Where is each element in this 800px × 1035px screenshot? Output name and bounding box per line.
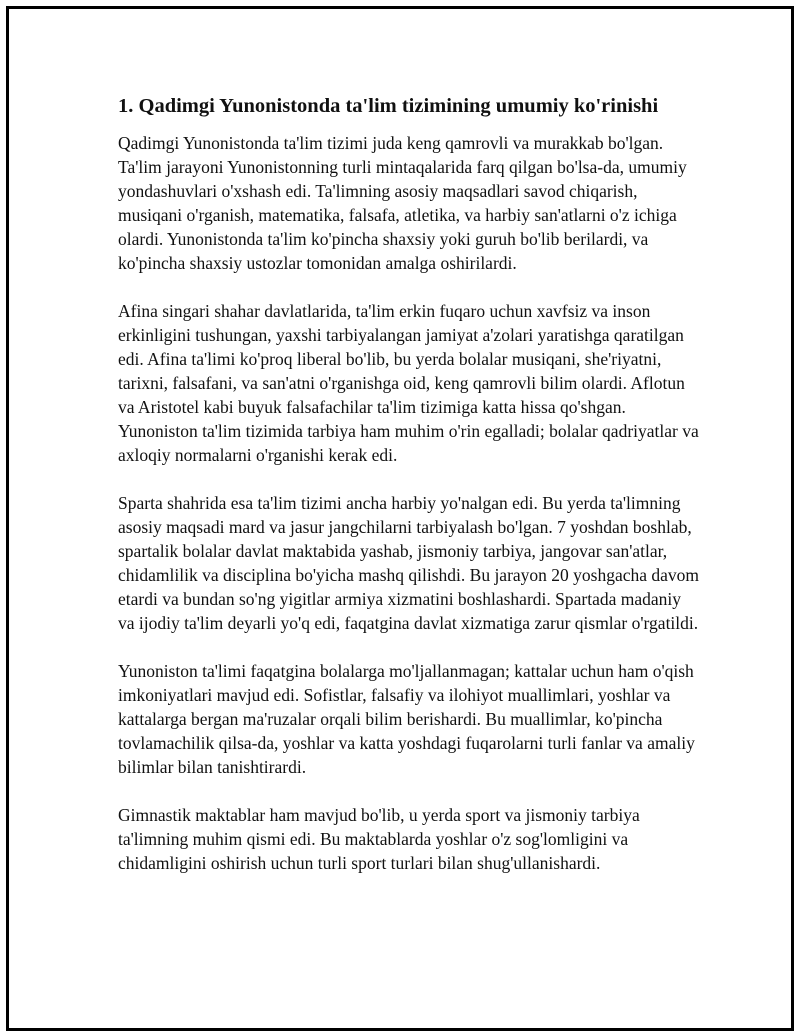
- paragraph-overview: Qadimgi Yunonistonda ta'lim tizimi juda keng qamrovli va murakkab bo'lgan. Ta'lim jarayoni Yunonistonning turli mintaqalarida farq qilgan bo'lsa-da, umumiy yondashuvlari o'xshash edi. Ta'limning asosiy maqsadlari savod chiqarish, musiqani o'rganish, matematika, falsafa, atletika, va harbiy san'atlarni o'z ichiga olardi. Yunonistonda ta'lim ko'pincha shaxsiy yoki guruh bo'lib berilardi, va ko'pincha shaxsiy ustozlar tomonidan amalga oshirilardi.: [118, 133, 687, 273]
- paragraph-athens: Afina singari shahar davlatlarida, ta'lim erkin fuqaro uchun xavfsiz va inson erkinligini tushungan, yaxshi tarbiyalangan jamiyat a'zolari yaratishga qaratilgan edi. Afina ta'limi ko'proq liberal bo'lib, bu yerda bolalar musiqani, she'riyatni, tarixni, falsafani, va san'atni o'rganishga oid, keng qamrovli bilim olardi. Aflotun va Aristotel kabi buyuk falsafachilar ta'lim tizimiga katta hissa qo'shgan. Yunoniston ta'lim tizimida tarbiya ham muhim o'rin egalladi; bolalar qadriyatlar va axloqiy normalarni o'rganishi kerak edi.: [118, 301, 699, 465]
- paragraph-sparta: Sparta shahrida esa ta'lim tizimi ancha harbiy yo'nalgan edi. Bu yerda ta'limning asosiy maqsadi mard va jasur jangchilarni tarbiyalash bo'lgan. 7 yoshdan boshlab, spartalik bolalar davlat maktabida yashab, jismoniy tarbiya, jangovar san'atlar, chidamlilik va disciplina bo'yicha mashq qilishdi. Bu jarayon 20 yoshgacha davom etardi va bundan so'ng yigitlar armiya xizmatini boshlashardi. Spartada madaniy va ijodiy ta'lim deyarli yo'q edi, faqatgina davlat xizmatiga zarur qismlar o'rgatildi.: [118, 493, 700, 633]
- document-body: [118, 91, 700, 899]
- paragraph-adult-education: Yunoniston ta'limi faqatgina bolalarga mo'ljallanmagan; kattalar uchun ham o'qish imkoniyatlari mavjud edi. Sofistlar, falsafiy va ilohiyot muallimlari, yoshlar va kattalarga bergan ma'ruzalar orqali bilim berishardi. Bu muallimlar, ko'pincha tovlamachilik qilsa-da, yoshlar va katta yoshdagi fuqarolarni turli fanlar va amaliy bilimlar bilan tanishtirardi.: [118, 661, 695, 777]
- section-heading: 1. Qadimgi Yunonistonda ta'lim tizimining umumiy ko'rinishi: [118, 95, 659, 117]
- paragraph-gymnastic-schools: Gimnastik maktablar ham mavjud bo'lib, u yerda sport va jismoniy tarbiya ta'limning muhim qismi edi. Bu maktablarda yoshlar o'z sog'lomligini va chidamligini oshirish uchun turli sport turlari bilan shug'ullanishardi.: [118, 805, 640, 873]
